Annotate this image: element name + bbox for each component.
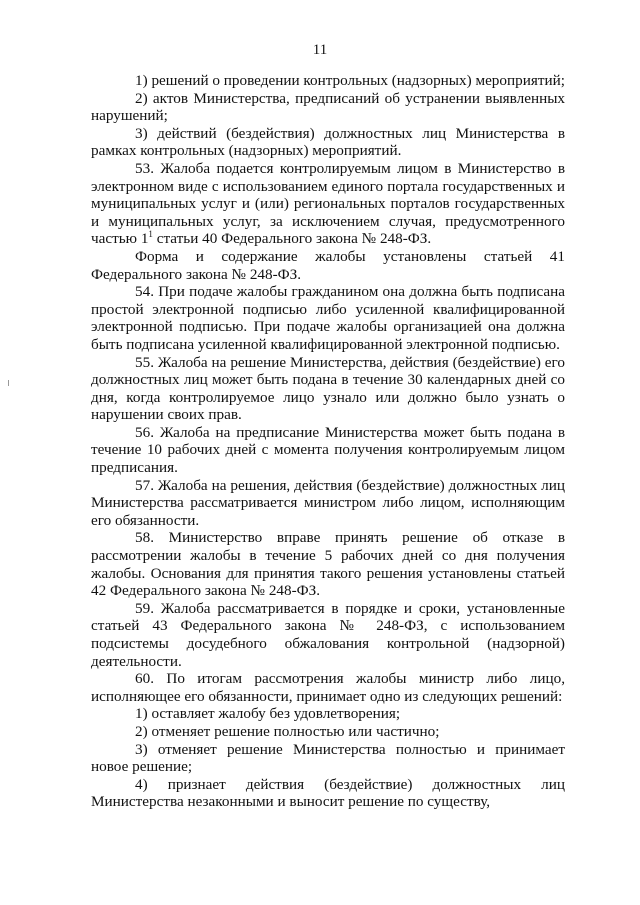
paragraph-decision-4: 4) признает действия (бездействие) должностных лиц Министерства незаконными и выносит решение по существу, [91, 775, 565, 811]
paragraph-53: 53. Жалоба подается контролируемым лицом в Министерство в электронном виде с использованием единого портала государственных и муниципальных услуг и (или) региональных порталов государственных и муниципальных услуг, за исключением случая, предусмотренного частью $1^1$ статьи 40 Федерального закона № 248-ФЗ. [91, 159, 565, 248]
paragraph-item-3: 3) действий (бездействия) должностных лиц Министерства в рамках контрольных (надзорных) мероприятий. [91, 124, 565, 160]
paragraph-item-2: 2) актов Министерства, предписаний об устранении выявленных нарушений; [91, 89, 565, 125]
paragraph-55: 55. Жалоба на решение Министерства, действия (бездействие) его должностных лиц может быть подана в течение 30 календарных дней со дня, когда контролируемое лицо узнало или должно было узнать о нарушении своих прав. [91, 353, 565, 424]
paragraph-decision-1: 1) оставляет жалобу без удовлетворения; [135, 705, 401, 723]
paragraph-59: 59. Жалоба рассматривается в порядке и сроки, установленные статьей 43 Федерального закона № 248-ФЗ, с использованием подсистемы досудебного обжалования контрольной (надзорной) деятельности. [91, 599, 565, 670]
page-number: 11 [312, 42, 328, 58]
paragraph-form-content: Форма и содержание жалобы установлены статьей 41 Федерального закона № 248-ФЗ. [91, 247, 565, 283]
margin-mark [8, 380, 9, 386]
paragraph-56: 56. Жалоба на предписание Министерства может быть подана в течение 10 рабочих дней с момента получения контролируемым лицом предписания. [91, 423, 565, 477]
paragraph-60: 60. По итогам рассмотрения жалобы министр либо лицо, исполняющее его обязанности, принимает одно из следующих решений: [91, 670, 565, 705]
paragraph-decision-2: 2) отменяет решение полностью или частично; [135, 722, 440, 740]
paragraph-54: 54. При подаче жалобы гражданином она должна быть подписана простой электронной подписью либо усиленной квалифицированной электронной подписью. При подаче жалобы организацией она должна быть подписана усиленной квалифицированной электронной подписью. [91, 283, 565, 353]
superscript: 1 [148, 229, 153, 240]
paragraph-57: 57. Жалоба на решения, действия (бездействие) должностных лиц Министерства рассматривается министром либо лицом, исполняющим его обязанности. [91, 476, 565, 529]
document-body [91, 72, 565, 811]
paragraph-58: 58. Министерство вправе принять решение об отказе в рассмотрении жалобы в течение 5 рабочих дней со дня получения жалобы. Основания для принятия такого решения установлены статьей 42 Федерального закона № 248-ФЗ. [91, 529, 565, 600]
paragraph-decision-3: 3) отменяет решение Министерства полностью и принимает новое решение; [91, 740, 565, 776]
paragraph-item-1: 1) решений о проведении контрольных (надзорных) мероприятий; [135, 72, 565, 89]
